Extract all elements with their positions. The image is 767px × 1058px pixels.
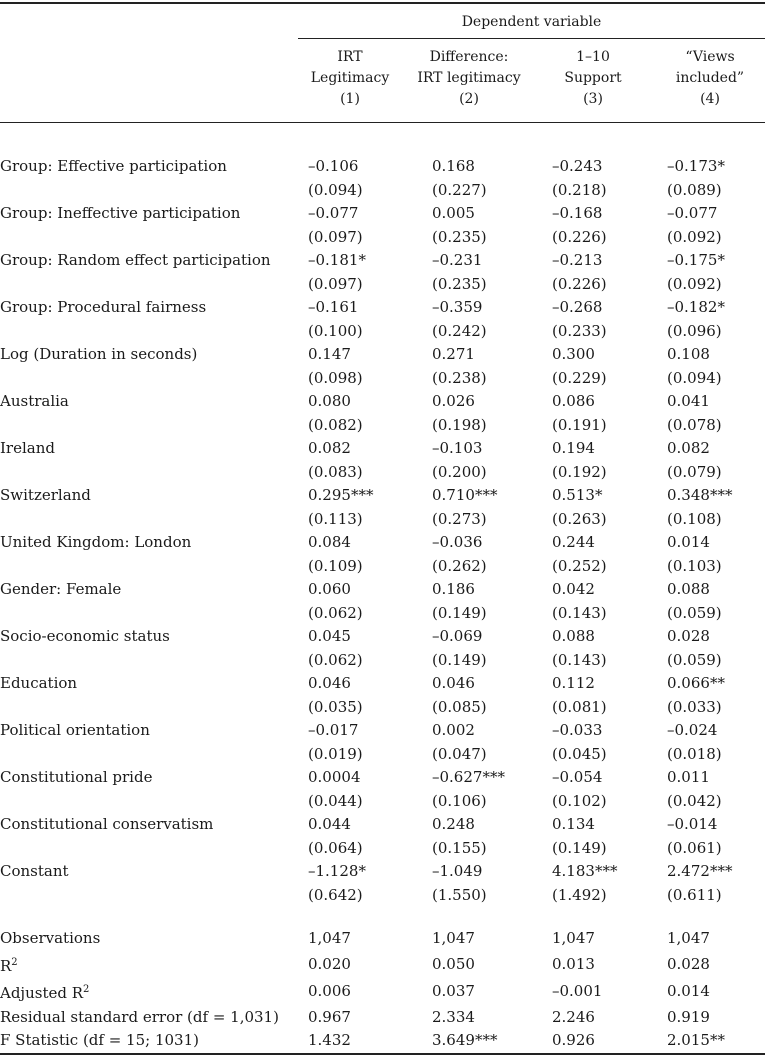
coefficient-row <box>0 531 767 555</box>
empty-label-cell <box>0 461 308 485</box>
standard-error-cell: (0.191) <box>552 415 607 434</box>
statistic-label: R <box>0 956 12 975</box>
statistic-row <box>0 1006 767 1030</box>
standard-error-cell: (0.200) <box>432 462 487 481</box>
standard-error-cell: (0.045) <box>552 744 607 763</box>
empty-label-cell <box>0 790 308 814</box>
coefficient-cell: 0.044 <box>308 815 351 833</box>
coefficient-row <box>0 343 767 367</box>
coefficient-cell: 0.088 <box>667 580 710 598</box>
standard-error-cell: (0.108) <box>667 509 722 528</box>
coefficient-cell: 0.112 <box>552 674 595 692</box>
empty-label-cell <box>0 414 308 438</box>
coefficient-cell: 0.108 <box>667 345 710 363</box>
coefficient-cell: –0.077 <box>667 204 718 222</box>
statistic-value-cell: 0.967 <box>308 1007 351 1026</box>
coefficient-cell: 0.080 <box>308 392 351 410</box>
coefficient-cell: 0.046 <box>432 674 475 692</box>
coefficient-cell: 0.088 <box>552 627 595 645</box>
coefficient-cell: –0.213 <box>552 251 603 269</box>
variable-label: Group: Random effect participation <box>0 251 271 269</box>
variable-label: Log (Duration in seconds) <box>0 345 198 363</box>
standard-error-cell: (0.018) <box>667 744 722 763</box>
standard-error-cell: (0.019) <box>308 744 363 763</box>
standard-error-row <box>0 414 767 438</box>
standard-error-cell: (0.044) <box>308 791 363 810</box>
statistic-label: Observations <box>0 929 101 947</box>
coefficient-cell: 0.084 <box>308 533 351 551</box>
coefficient-cell: 0.194 <box>552 439 595 457</box>
statistic-value-cell: 1,047 <box>308 929 351 947</box>
column-header-4-line2: included” <box>675 70 745 86</box>
header-rule <box>0 122 765 123</box>
standard-error-cell: (0.079) <box>667 462 722 481</box>
statistic-row <box>0 927 767 951</box>
statistic-label-cell <box>0 978 308 1006</box>
statistic-value-cell: 1,047 <box>667 929 710 947</box>
standard-error-cell: (0.097) <box>308 227 363 246</box>
coefficient-cell: 0.002 <box>432 721 475 739</box>
coefficient-cell: 0.710*** <box>432 486 498 504</box>
standard-error-cell: (0.235) <box>432 227 487 246</box>
standard-error-cell: (0.059) <box>667 650 722 669</box>
standard-error-cell: (0.242) <box>432 321 487 340</box>
coefficient-cell: –0.014 <box>667 815 718 833</box>
standard-error-cell: (0.229) <box>552 368 607 387</box>
dependent-variable-rule <box>298 38 765 39</box>
coefficient-row <box>0 578 767 602</box>
coefficient-cell: 4.183*** <box>552 862 618 880</box>
standard-error-cell: (0.113) <box>308 509 363 528</box>
statistic-value-cell: 0.006 <box>308 982 351 1000</box>
variable-label: Political orientation <box>0 721 150 739</box>
standard-error-row <box>0 273 767 297</box>
standard-error-cell: (0.611) <box>667 885 722 904</box>
standard-error-cell: (0.155) <box>432 838 487 857</box>
coefficient-row <box>0 719 767 743</box>
column-header-4 <box>660 47 760 110</box>
coefficient-cell: 0.348*** <box>667 486 733 504</box>
variable-label: Gender: Female <box>0 580 122 598</box>
column-header-3 <box>548 47 638 110</box>
statistic-value-cell: 0.050 <box>432 954 475 973</box>
column-header-1-number: (1) <box>340 91 360 107</box>
standard-error-cell: (0.218) <box>552 180 607 199</box>
statistic-value-cell: 2.015** <box>667 1031 725 1049</box>
coefficient-cell: 0.046 <box>308 674 351 692</box>
coefficient-cell: –0.359 <box>432 298 483 316</box>
standard-error-cell: (0.035) <box>308 697 363 716</box>
empty-label-cell <box>0 226 308 250</box>
empty-label-cell <box>0 649 308 673</box>
coefficient-cell: 0.045 <box>308 627 351 645</box>
regression-table-body <box>0 155 767 1053</box>
empty-label-cell <box>0 320 308 344</box>
variable-label: Constitutional conservatism <box>0 815 214 833</box>
coefficient-row <box>0 155 767 179</box>
coefficient-cell: –1.049 <box>432 862 483 880</box>
coefficient-cell: 0.060 <box>308 580 351 598</box>
statistic-value-cell: 3.649*** <box>432 1031 498 1049</box>
standard-error-cell: (0.109) <box>308 556 363 575</box>
standard-error-cell: (0.102) <box>552 791 607 810</box>
coefficient-cell: 0.011 <box>667 768 710 786</box>
empty-label-cell <box>0 555 308 579</box>
coefficient-cell: –0.077 <box>308 204 359 222</box>
standard-error-cell: (0.085) <box>432 697 487 716</box>
empty-label-cell <box>0 743 308 767</box>
coefficient-cell: –0.024 <box>667 721 718 739</box>
standard-error-cell: (0.226) <box>552 274 607 293</box>
coefficient-cell: 0.005 <box>432 204 475 222</box>
coefficient-cell: –0.627*** <box>432 768 505 786</box>
standard-error-cell: (0.262) <box>432 556 487 575</box>
standard-error-cell: (0.059) <box>667 603 722 622</box>
coefficient-cell: 0.248 <box>432 815 475 833</box>
coefficient-cell: 0.0004 <box>308 768 361 786</box>
column-header-2-line1: Difference: <box>429 49 509 65</box>
statistic-value-cell: 2.246 <box>552 1007 595 1026</box>
variable-label: Ireland <box>0 439 55 457</box>
column-header-1-line1: IRT <box>337 49 363 65</box>
statistic-value-cell: 0.037 <box>432 982 475 1000</box>
standard-error-cell: (0.252) <box>552 556 607 575</box>
empty-label-cell <box>0 837 308 861</box>
coefficient-cell: 0.028 <box>667 627 710 645</box>
coefficient-cell: –0.069 <box>432 627 483 645</box>
coefficient-row <box>0 390 767 414</box>
standard-error-cell: (0.098) <box>308 368 363 387</box>
standard-error-cell: (0.198) <box>432 415 487 434</box>
coefficient-cell: –0.033 <box>552 721 603 739</box>
empty-label-cell <box>0 508 308 532</box>
coefficient-cell: –0.036 <box>432 533 483 551</box>
coefficient-row <box>0 202 767 226</box>
regression-table <box>0 155 767 1053</box>
coefficient-cell: –0.231 <box>432 251 483 269</box>
standard-error-cell: (1.492) <box>552 885 607 904</box>
coefficient-cell: –0.268 <box>552 298 603 316</box>
statistic-label-cell <box>0 1006 308 1030</box>
coefficient-cell: –0.243 <box>552 157 603 175</box>
column-header-3-number: (3) <box>583 91 603 107</box>
standard-error-cell: (0.149) <box>552 838 607 857</box>
coefficient-cell: 0.186 <box>432 580 475 598</box>
column-header-2-number: (2) <box>459 91 479 107</box>
statistic-value-cell: 1,047 <box>552 929 595 947</box>
statistic-value-cell: 0.014 <box>667 982 710 1000</box>
coefficient-cell: –0.168 <box>552 204 603 222</box>
statistic-label: Residual standard error (df = 1,031) <box>0 1007 279 1026</box>
coefficient-row <box>0 249 767 273</box>
coefficient-cell: 0.042 <box>552 580 595 598</box>
standard-error-cell: (0.103) <box>667 556 722 575</box>
superscript: 2 <box>11 956 18 968</box>
coefficient-cell: 0.082 <box>667 439 710 457</box>
statistic-value-cell: 0.926 <box>552 1031 595 1049</box>
standard-error-cell: (0.089) <box>667 180 722 199</box>
standard-error-cell: (0.143) <box>552 650 607 669</box>
coefficient-cell: –0.181* <box>308 251 366 269</box>
empty-label-cell <box>0 602 308 626</box>
standard-error-row <box>0 508 767 532</box>
coefficient-cell: –0.182* <box>667 298 725 316</box>
coefficient-cell: 2.472*** <box>667 862 733 880</box>
variable-label: Group: Procedural fairness <box>0 298 207 316</box>
standard-error-cell: (0.263) <box>552 509 607 528</box>
coefficient-row <box>0 813 767 837</box>
dependent-variable-header: Dependent variable <box>461 14 602 30</box>
coefficient-row <box>0 625 767 649</box>
coefficient-cell: –0.054 <box>552 768 603 786</box>
column-header-2-line2: IRT legitimacy <box>417 70 521 86</box>
standard-error-cell: (0.273) <box>432 509 487 528</box>
coefficient-cell: –0.103 <box>432 439 483 457</box>
statistic-value-cell: 2.334 <box>432 1007 475 1026</box>
column-header-1-line2: Legitimacy <box>310 70 390 86</box>
statistic-row <box>0 978 767 1006</box>
empty-label-cell <box>0 273 308 297</box>
empty-label-cell <box>0 884 308 908</box>
coefficient-cell: 0.082 <box>308 439 351 457</box>
column-header-3-line1: 1–10 <box>576 49 610 65</box>
standard-error-row <box>0 461 767 485</box>
standard-error-row <box>0 555 767 579</box>
standard-error-cell: (0.149) <box>432 650 487 669</box>
coefficient-cell: 0.026 <box>432 392 475 410</box>
standard-error-cell: (0.094) <box>667 368 722 387</box>
column-header-3-line2: Support <box>564 70 622 86</box>
column-header-4-line1: “Views <box>685 49 735 65</box>
standard-error-cell: (0.149) <box>432 603 487 622</box>
standard-error-row <box>0 226 767 250</box>
statistic-value-cell: 1.432 <box>308 1031 351 1049</box>
standard-error-row <box>0 320 767 344</box>
coefficient-cell: 0.300 <box>552 345 595 363</box>
variable-label: Constitutional pride <box>0 768 153 786</box>
variable-label: United Kingdom: London <box>0 533 192 551</box>
standard-error-row <box>0 743 767 767</box>
variable-label: Switzerland <box>0 486 91 504</box>
coefficient-cell: 0.134 <box>552 815 595 833</box>
spacer-row <box>0 907 767 927</box>
statistic-label: Adjusted R <box>0 984 84 1002</box>
coefficient-row <box>0 860 767 884</box>
standard-error-cell: (0.082) <box>308 415 363 434</box>
coefficient-cell: –0.161 <box>308 298 359 316</box>
statistic-value-cell: 0.020 <box>308 954 351 973</box>
standard-error-cell: (1.550) <box>432 885 487 904</box>
standard-error-cell: (0.081) <box>552 697 607 716</box>
standard-error-cell: (0.064) <box>308 838 363 857</box>
standard-error-row <box>0 696 767 720</box>
standard-error-cell: (0.233) <box>552 321 607 340</box>
standard-error-cell: (0.100) <box>308 321 363 340</box>
standard-error-cell: (0.096) <box>667 321 722 340</box>
standard-error-row <box>0 884 767 908</box>
coefficient-cell: 0.271 <box>432 345 475 363</box>
standard-error-row <box>0 602 767 626</box>
statistic-label-cell <box>0 1029 308 1053</box>
column-header-2 <box>404 47 534 110</box>
standard-error-cell: (0.033) <box>667 697 722 716</box>
standard-error-cell: (0.078) <box>667 415 722 434</box>
coefficient-cell: 0.244 <box>552 533 595 551</box>
standard-error-row <box>0 367 767 391</box>
variable-label: Constant <box>0 862 69 880</box>
statistic-value-cell: 0.919 <box>667 1007 710 1026</box>
statistic-row <box>0 951 767 979</box>
coefficient-cell: 0.066** <box>667 674 725 692</box>
coefficient-cell: 0.147 <box>308 345 351 363</box>
coefficient-cell: 0.168 <box>432 157 475 175</box>
coefficient-cell: 0.086 <box>552 392 595 410</box>
standard-error-cell: (0.143) <box>552 603 607 622</box>
coefficient-cell: –0.106 <box>308 157 359 175</box>
standard-error-cell: (0.092) <box>667 274 722 293</box>
standard-error-cell: (0.047) <box>432 744 487 763</box>
standard-error-row <box>0 837 767 861</box>
standard-error-cell: (0.227) <box>432 180 487 199</box>
standard-error-row <box>0 790 767 814</box>
coefficient-row <box>0 766 767 790</box>
standard-error-cell: (0.061) <box>667 838 722 857</box>
variable-label: Education <box>0 674 78 692</box>
standard-error-row <box>0 179 767 203</box>
standard-error-row <box>0 649 767 673</box>
coefficient-cell: 0.014 <box>667 533 710 551</box>
variable-label: Australia <box>0 392 69 410</box>
spacer-cell <box>0 907 767 927</box>
standard-error-cell: (0.092) <box>667 227 722 246</box>
standard-error-cell: (0.097) <box>308 274 363 293</box>
coefficient-cell: 0.513* <box>552 486 603 504</box>
standard-error-cell: (0.062) <box>308 650 363 669</box>
coefficient-cell: –0.173* <box>667 157 725 175</box>
coefficient-row <box>0 296 767 320</box>
statistic-value-cell: 0.013 <box>552 954 595 973</box>
standard-error-cell: (0.238) <box>432 368 487 387</box>
coefficient-cell: 0.295*** <box>308 486 374 504</box>
statistic-row <box>0 1029 767 1053</box>
top-rule <box>0 2 765 4</box>
variable-label: Group: Effective participation <box>0 157 227 175</box>
coefficient-row <box>0 437 767 461</box>
variable-label: Socio-economic status <box>0 627 170 645</box>
empty-label-cell <box>0 367 308 391</box>
coefficient-cell: –0.175* <box>667 251 725 269</box>
standard-error-cell: (0.106) <box>432 791 487 810</box>
standard-error-cell: (0.235) <box>432 274 487 293</box>
statistic-value-cell: –0.001 <box>552 982 603 1000</box>
standard-error-cell: (0.192) <box>552 462 607 481</box>
standard-error-cell: (0.094) <box>308 180 363 199</box>
statistic-label-cell <box>0 951 308 979</box>
standard-error-cell: (0.083) <box>308 462 363 481</box>
standard-error-cell: (0.042) <box>667 791 722 810</box>
coefficient-cell: 0.041 <box>667 392 710 410</box>
standard-error-cell: (0.062) <box>308 603 363 622</box>
empty-label-cell <box>0 696 308 720</box>
variable-label: Group: Ineffective participation <box>0 204 241 222</box>
statistic-value-cell: 0.028 <box>667 954 710 973</box>
coefficient-row <box>0 672 767 696</box>
standard-error-cell: (0.226) <box>552 227 607 246</box>
bottom-rule <box>0 1053 765 1055</box>
superscript: 2 <box>83 984 90 995</box>
coefficient-cell: –1.128* <box>308 862 366 880</box>
coefficient-cell: –0.017 <box>308 721 359 739</box>
statistic-value-cell: 1,047 <box>432 929 475 947</box>
empty-label-cell <box>0 179 308 203</box>
coefficient-row <box>0 484 767 508</box>
column-header-4-number: (4) <box>700 91 720 107</box>
statistic-label-cell <box>0 927 308 951</box>
column-header-1 <box>300 47 400 110</box>
standard-error-cell: (0.642) <box>308 885 363 904</box>
statistic-label: F Statistic (df = 15; 1031) <box>0 1031 199 1049</box>
